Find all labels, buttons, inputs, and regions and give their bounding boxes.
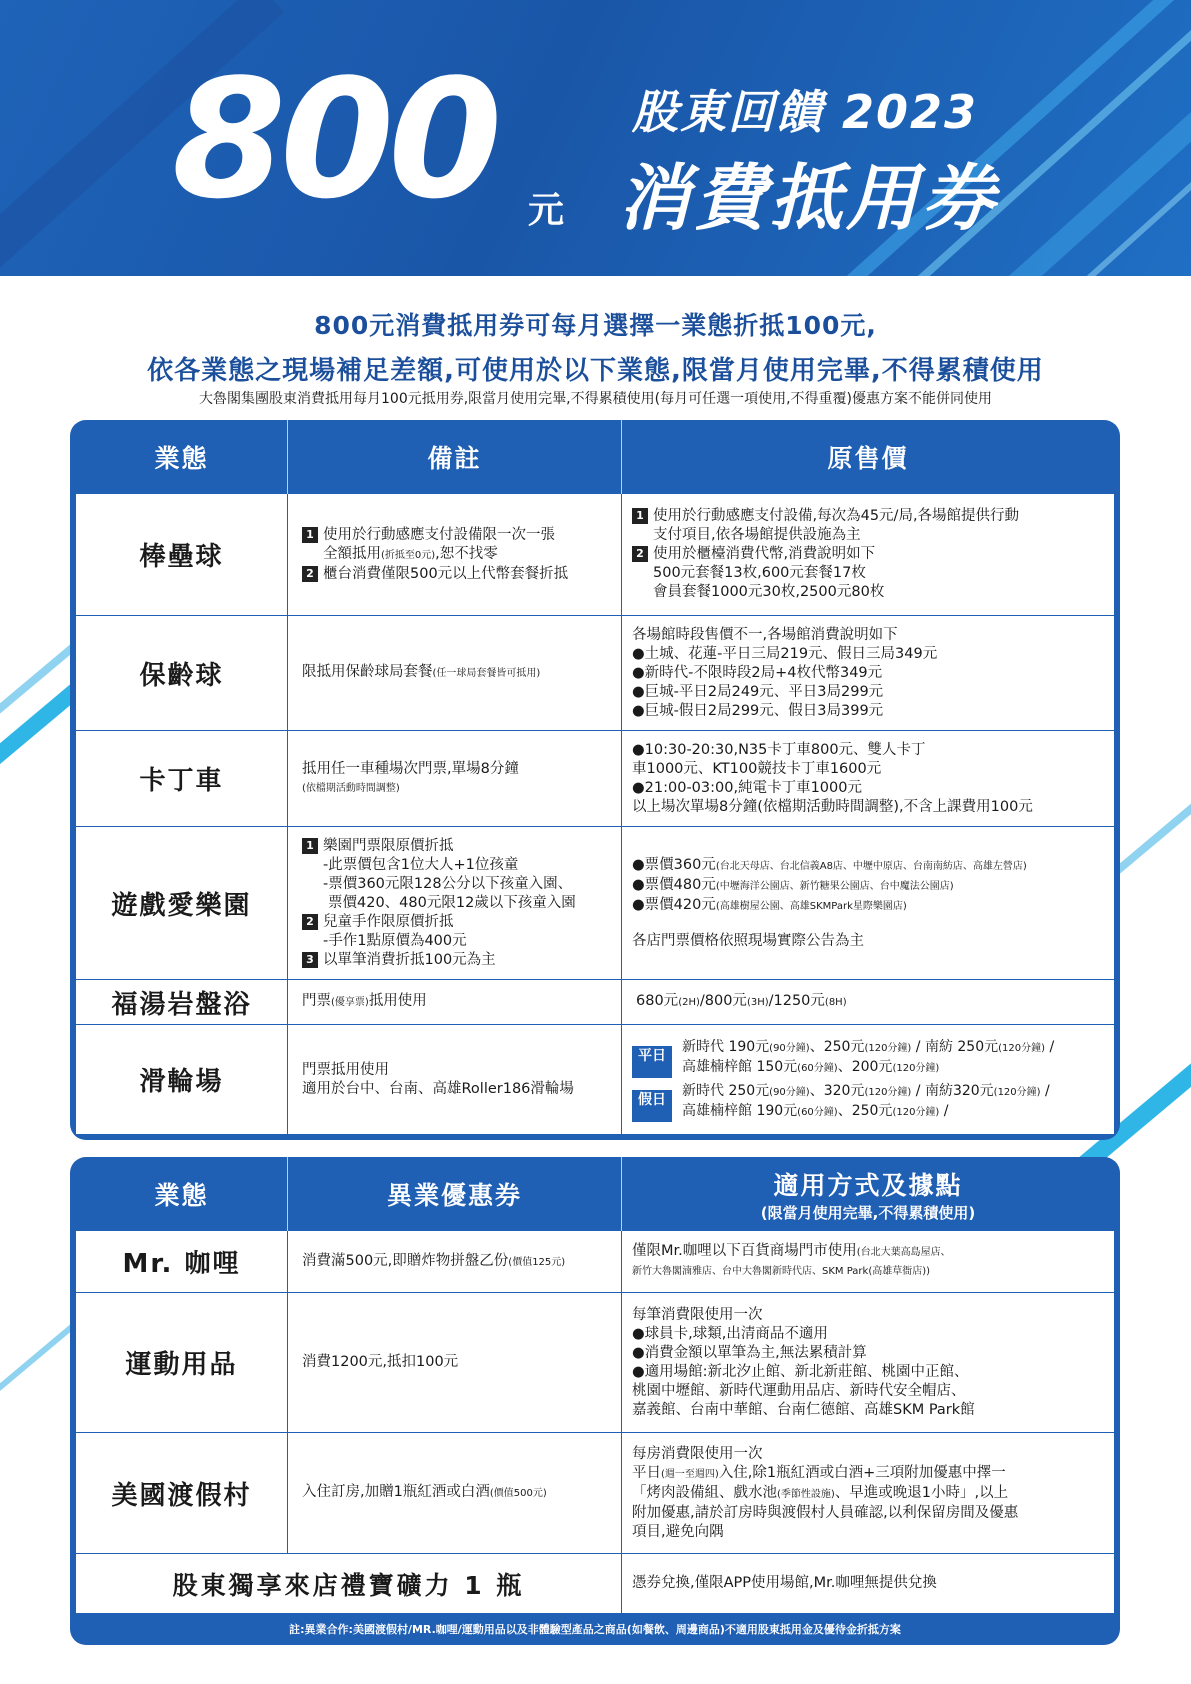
- price-text: ●票價480元: [632, 876, 716, 893]
- usage-text: 每房消費限使用一次: [632, 1445, 763, 1462]
- header-usage-sub: (限當月使用完畢,不得累積使用): [760, 1203, 976, 1222]
- note-text: 適用於台中、台南、高雄Roller186滑輪場: [302, 1080, 574, 1097]
- price-text: 高雄楠梓館 190元: [682, 1102, 798, 1119]
- partner-table: [70, 1157, 1120, 1645]
- price-text: 500元套餐13枚,600元套餐17枚: [653, 565, 866, 581]
- title-shareholder-2023: 股東回饋 2023: [632, 85, 979, 139]
- price-text: ●票價420元: [632, 896, 716, 913]
- row-category: Mr. 咖哩: [76, 1231, 288, 1292]
- note-text: 全額抵用: [323, 545, 381, 562]
- usage-text: 項目,避免向隅: [632, 1523, 724, 1540]
- note-text: 抵用使用: [368, 993, 427, 1009]
- row-price: [622, 616, 1114, 730]
- price-text: 、250元: [809, 1038, 865, 1055]
- holiday-tag: 假日: [632, 1090, 672, 1122]
- weekday-pricing: [632, 1038, 1106, 1078]
- price-small: (60分鐘): [797, 1106, 838, 1118]
- price-text: 新時代 190元: [682, 1038, 770, 1055]
- header-category: 業態: [76, 420, 288, 494]
- row-price: [622, 827, 1114, 979]
- price-text: 高雄楠梓館 150元: [682, 1058, 798, 1075]
- row-usage: [622, 1231, 1114, 1292]
- row-offer: [288, 1433, 622, 1553]
- header-usage-title: 適用方式及據點: [773, 1170, 963, 1200]
- price-text: 680元: [636, 993, 679, 1009]
- usage-text: ●消費金額以單筆為主,無法累積計算: [632, 1344, 867, 1361]
- intro-line-1: 800元消費抵用券可每月選擇一業態折抵100元,: [314, 311, 877, 340]
- row-usage: [622, 1293, 1114, 1432]
- usage-text: 平日: [632, 1464, 661, 1481]
- price-text: 支付項目,依各場館提供設施為主: [653, 527, 861, 543]
- offer-text: 消費滿500元,即贈炸物拼盤乙份: [302, 1252, 509, 1269]
- price-text: ●新時代-不限時段2局+4枚代幣349元: [632, 664, 883, 681]
- holiday-pricing: [632, 1082, 1106, 1122]
- note-text: 限抵用保齡球局套餐: [302, 664, 433, 680]
- footnote: 註:異業合作:美國渡假村/MR.咖哩/運動用品以及非體驗型產品之商品(如餐飲、周邊商品)不適用股東抵用金及優待金折抵方案: [289, 1623, 901, 1636]
- price-text: ●21:00-03:00,純電卡丁車1000元: [632, 779, 862, 796]
- price-small: (高雄樹屋公園、高雄SKMPark星際樂園店): [715, 900, 907, 912]
- header-notes: 備註: [288, 420, 622, 494]
- usage-text: 僅限Mr.咖哩以下百貨商場門市使用: [632, 1243, 857, 1259]
- price-text: ●10:30-20:30,N35卡丁車800元、雙人卡丁: [632, 741, 926, 758]
- price-small: (120分鐘): [993, 1086, 1041, 1098]
- table-row: [76, 979, 1114, 1024]
- row-category: 遊戲愛樂園: [76, 827, 288, 979]
- header-usage: [622, 1157, 1114, 1231]
- table-row: [76, 1292, 1114, 1432]
- price-small: (120分鐘): [892, 1106, 940, 1118]
- special-gift-usage: [622, 1554, 1114, 1613]
- row-category: 保齡球: [76, 616, 288, 730]
- table-row: [76, 730, 1114, 826]
- price-text: ●土城、花蓮-平日三局219元、假日三局349元: [632, 645, 938, 662]
- row-price: [622, 731, 1114, 826]
- row-notes: 1 使用於行動感應支付設備限一次一張 全額抵用(折抵至0元),恕不找零 2 櫃台消費僅限500元以上代幣套餐折抵: [288, 494, 622, 615]
- header-price: 原售價: [827, 444, 909, 473]
- amount-currency: 元: [528, 190, 565, 231]
- price-small: (台北天母店、台北信義A8店、中壢中原店、台南南紡店、高雄左營店): [715, 860, 1027, 872]
- table-row: [76, 1024, 1114, 1134]
- usage-text: 「烤肉設備組、戲水池: [632, 1484, 777, 1501]
- price-text: 使用於櫃檯消費代幣,消費說明如下: [653, 546, 876, 562]
- note-small: (折抵至0元): [381, 549, 436, 561]
- price-small: (8H): [824, 997, 847, 1008]
- price-text: 車1000元、KT100競技卡丁車1600元: [632, 760, 882, 777]
- usage-text: 憑券兌換,僅限APP使用場館,Mr.咖哩無提供兌換: [632, 1575, 937, 1591]
- voucher-table-body: [76, 494, 1114, 1134]
- row-price: 1 使用於行動感應支付設備,每次為45元/局,各場館提供行動 支付項目,依各場館提供設施為主 2 使用於櫃檯消費代幣,消費說明如下 500元套餐13枚,600元套餐17枚 會員套餐1000元30枚,2500元80枚: [622, 494, 1114, 615]
- partner-table-body: [76, 1231, 1114, 1613]
- price-small: (120分鐘): [892, 1062, 940, 1074]
- header-category: 業態: [76, 1157, 288, 1231]
- price-note: 各店門票價格依照現場實際公告為主: [632, 932, 864, 949]
- note-text: -票價360元限128公分以下孩童入園、: [323, 875, 573, 892]
- price-small: (中壢海洋公園店、新竹糖果公園店、台中魔法公園店): [715, 880, 954, 892]
- title-voucher: 消費抵用券: [618, 156, 999, 240]
- row-offer: [288, 1293, 622, 1432]
- table-row: [76, 1231, 1114, 1292]
- note-text: 使用於行動感應支付設備限一次一張: [323, 526, 555, 543]
- row-category: 棒壘球: [76, 494, 288, 615]
- row-category: 滑輪場: [76, 1025, 288, 1134]
- usage-small: (週一至週四): [661, 1468, 719, 1480]
- price-small: (90分鐘): [769, 1042, 810, 1054]
- usage-text: 、早進或晚退1小時」,以上: [834, 1484, 1009, 1501]
- price-small: (120分鐘): [864, 1086, 912, 1098]
- note-text: 樂園門票限原價折抵: [323, 837, 454, 854]
- price-text: /: [939, 1102, 949, 1119]
- voucher-table-header: [76, 420, 1114, 494]
- offer-text: 消費1200元,抵扣100元: [302, 1354, 459, 1370]
- note-text: 以單筆消費折抵100元為主: [323, 951, 496, 968]
- row-notes: [288, 1025, 622, 1134]
- price-text: /1250元: [768, 993, 825, 1009]
- note-text: 抵用任一車種場次門票,單場8分鐘: [302, 760, 519, 777]
- table-row: [76, 1553, 1114, 1613]
- note-text: 櫃台消費僅限500元以上代幣套餐折抵: [323, 565, 569, 582]
- price-text: 各場館時段售價不一,各場館消費說明如下: [632, 626, 898, 643]
- row-offer: [288, 1231, 622, 1292]
- weekday-tag: 平日: [632, 1046, 672, 1078]
- table-row: [76, 615, 1114, 730]
- note-text: 門票: [302, 993, 331, 1009]
- price-text: 、320元: [809, 1082, 865, 1099]
- usage-small: 新竹大魯閣湳雅店、台中大魯閣新時代店、SKM Park(高雄草衙店)): [632, 1266, 931, 1277]
- row-category: 卡丁車: [76, 731, 288, 826]
- note-text: -手作1點原價為400元: [323, 932, 467, 949]
- price-text: ●巨城-假日2局299元、假日3局399元: [632, 702, 884, 719]
- table-row: [76, 494, 1114, 615]
- usage-small: (台北大葉高島屋店、: [856, 1247, 951, 1258]
- row-notes: 1 樂園門票限原價折抵 -此票價包含1位大人+1位孩童 -票價360元限128公分以下孩童入園、 票價420、480元限12歲以下孩童入園 2 兒童手作限原價折抵 -手作1點原價為400元 3 以單筆消費折抵100元為主: [288, 827, 622, 979]
- price-text: ●巨城-平日2局249元、平日3局299元: [632, 683, 884, 700]
- row-category: 運動用品: [76, 1293, 288, 1432]
- price-small: (3H): [746, 997, 769, 1008]
- price-text: 、250元: [837, 1102, 893, 1119]
- note-text: 門票抵用使用: [302, 1061, 389, 1078]
- usage-text: 嘉義館、台南中華館、台南仁德館、高雄SKM Park館: [632, 1401, 975, 1418]
- price-text: ●票價360元: [632, 856, 716, 873]
- price-small: (120分鐘): [998, 1042, 1046, 1054]
- partner-table-header: [76, 1157, 1114, 1231]
- row-price: [622, 1025, 1114, 1134]
- amount-800: 800: [172, 44, 497, 235]
- price-small: (60分鐘): [797, 1062, 838, 1074]
- row-notes: [288, 731, 622, 826]
- price-text: 、200元: [837, 1058, 893, 1075]
- offer-small: (價值500元): [489, 1488, 547, 1499]
- note-small: (依檔期活動時間調整): [302, 782, 400, 794]
- price-text: 新時代 250元: [682, 1082, 770, 1099]
- offer-small: (價值125元): [508, 1256, 566, 1268]
- note-small: (任一球局套餐皆可抵用): [432, 668, 541, 679]
- special-gift-title: 股東獨享來店禮寶礦力 1 瓶: [76, 1554, 622, 1613]
- note-text: 票價420、480元限12歲以下孩童入園: [328, 894, 576, 911]
- price-text: 以上場次單場8分鐘(依檔期活動時間調整),不含上課費用100元: [632, 798, 1033, 815]
- note-text: -此票價包含1位大人+1位孩童: [323, 856, 519, 873]
- usage-text: 桃園中壢館、新時代運動用品店、新時代安全帽店、: [632, 1382, 966, 1399]
- header-offer: 異業優惠券: [288, 1157, 622, 1231]
- price-small: (2H): [678, 997, 700, 1008]
- voucher-table: [70, 420, 1120, 1140]
- intro-line-2: 依各業態之現場補足差額,可使用於以下業態,限當月使用完畢,不得累積使用: [147, 356, 1044, 386]
- offer-text: 入住訂房,加贈1瓶紅酒或白酒: [302, 1484, 490, 1500]
- price-text: / 南紡 250元: [911, 1038, 999, 1055]
- price-text: /: [1045, 1038, 1055, 1055]
- note-text: 兒童手作限原價折抵: [323, 913, 454, 930]
- price-small: (90分鐘): [769, 1086, 810, 1098]
- usage-text: ●球員卡,球類,出清商品不適用: [632, 1325, 828, 1342]
- intro-line-3: 大魯閣集團股東消費抵用每月100元抵用券,限當月使用完畢,不得累積使用(每月可任選一項使用,不得重覆)優惠方案不能併同使用: [199, 391, 992, 407]
- row-notes: [288, 616, 622, 730]
- row-category: 美國渡假村: [76, 1433, 288, 1553]
- row-category: 福湯岩盤浴: [76, 980, 288, 1024]
- note-small: (優享票): [331, 997, 369, 1008]
- row-price: [622, 980, 1114, 1024]
- usage-text: 入住,除1瓶紅酒或白酒+三項附加優惠中擇一: [718, 1464, 1006, 1481]
- table-row: [76, 826, 1114, 979]
- price-text: / 南紡320元: [911, 1082, 994, 1099]
- usage-text: ●適用場館:新北汐止館、新北新莊館、桃園中正館、: [632, 1363, 969, 1380]
- price-text: 使用於行動感應支付設備,每次為45元/局,各場館提供行動: [653, 508, 1020, 524]
- usage-text: 附加優惠,請於訂房時與渡假村人員確認,以利保留房間及優惠: [632, 1504, 1019, 1521]
- usage-text: 每筆消費限使用一次: [632, 1306, 763, 1323]
- header-banner: [0, 0, 1191, 276]
- row-usage: [622, 1433, 1114, 1553]
- usage-small: (季節性設施): [777, 1488, 835, 1500]
- row-notes: [288, 980, 622, 1024]
- price-text: /800元: [699, 993, 747, 1009]
- price-text: 會員套餐1000元30枚,2500元80枚: [653, 584, 885, 600]
- price-text: /: [1040, 1082, 1050, 1099]
- table-row: [76, 1432, 1114, 1553]
- note-text: ,恕不找零: [435, 545, 498, 562]
- price-small: (120分鐘): [864, 1042, 912, 1054]
